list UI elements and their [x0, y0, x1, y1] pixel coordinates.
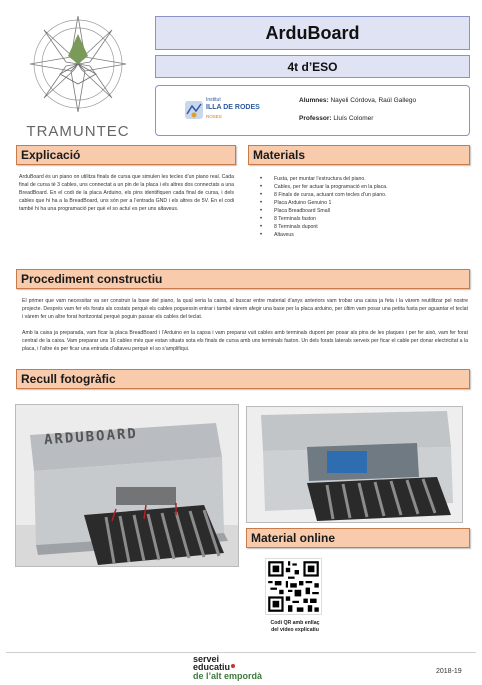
materials-list — [250, 175, 475, 239]
tramuntec-logo — [14, 12, 142, 140]
brand-line3: de l’alt empordà — [193, 671, 263, 681]
compass-star-icon — [14, 12, 142, 120]
teacher-row — [299, 115, 373, 122]
piano-inside-photo-image — [247, 407, 463, 523]
section-materials-title: Materials — [253, 148, 306, 162]
students-names: Nayeli Córdova, Raúl Gallego — [330, 97, 417, 104]
photo-arduboard-inside — [246, 406, 463, 523]
students-row — [299, 97, 416, 104]
brand-dot-icon — [231, 664, 235, 668]
explicacio-text: ArduBoard és un piano on utilitza finals de cursa que simulen les tecles d’un piano real. Cada final de cursa té 3 cables, uns connectat a un pin de la placa i els altres dos connectats a una BreadBoard. En el codi de la placa Arduino, els pins identifiquen cada final de cursa, i dels cables que hi ha a la BreadBoard, uns són per a l’entrada GND i els altres de 5V. En el codi també hi ha una programació per què el so actuï es per uns altaveus. — [19, 174, 234, 212]
qr-code-icon — [266, 559, 321, 614]
section-materials-header — [248, 145, 470, 165]
logo-text: TRAMUNTEC — [26, 123, 130, 140]
procediment-paragraph-2: Amb la caixa ja preparada, vam ficar la placa BreadBoard i l’Arduino en la capsa i vam preparar vuit cables amb terminals dupont per posar als pins de les plaques i per fer això, vam fer forat central de la caixa. Vam preparar uns 16 cables més que estan situats sota els finals de cursa amb uns terminals faston. Un dels forats laterals serveix per ficar el cable per donar electricitat a la placa, i l’altre és per ficar una entrada d’altaveu perquè el so s’amplifiqui. — [22, 330, 468, 352]
material-item: • Fusta, per muntar l’estructura del piano. — [260, 175, 475, 183]
poster-title — [155, 16, 470, 50]
school-line1: Institut — [206, 97, 221, 103]
qr-caption-line1: Codi QR amb enllaç — [270, 620, 320, 626]
footer-brand — [193, 655, 303, 681]
section-material-online-header — [246, 528, 470, 548]
teacher-label: Professor: — [299, 115, 332, 122]
brand-line2: educatiu — [193, 662, 231, 672]
section-explicacio-title: Explicació — [21, 148, 81, 162]
brand-line1: servei — [193, 654, 220, 664]
school-line3: ROSES — [206, 114, 222, 119]
teacher-name: Lluís Colomer — [333, 115, 374, 122]
section-material-online-title: Material online — [251, 531, 336, 545]
photo-box-label: ARDUBOARD — [43, 425, 139, 449]
school-emblem-icon — [184, 100, 204, 120]
material-item: • Cables, per fer actuar la programació en la placa. — [260, 183, 475, 191]
footer-year: 2018-19 — [436, 668, 462, 675]
material-item: • Placa Arduino Genuino 1 — [260, 199, 475, 207]
school-logo — [184, 96, 264, 126]
school-line2: ILLA DE RODES — [206, 104, 260, 111]
students-label: Alumnes: — [299, 97, 329, 104]
qr-code[interactable] — [265, 558, 322, 615]
procediment-paragraph-1: El primer que vam necessitar va ser construir la base del piano, la qual seria la caixa, al buscar entre material d’anys anteriors vam trobar una caixa ja feta i la vàrem reutilitzar pel nostre projecte. Després vam fer els forats als costats perquè els cables poguessin entrar i també vàrem afegir una base per la placa arduino, per últim vam posar una petita fusta per aguantar el teclat i vàrem fer un altre forat horitzontal perquè poguin passar els cables del teclat. — [22, 298, 468, 320]
section-recull-header — [16, 369, 470, 389]
section-procediment-title: Procediment constructiu — [21, 272, 163, 286]
poster-subtitle — [155, 55, 470, 78]
material-item: • 8 Terminals dupont — [260, 223, 475, 231]
subtitle-text: 4t d’ESO — [287, 59, 338, 74]
material-item: • 8 Finals de cursa, actuant com tecles d’un piano. — [260, 191, 475, 199]
section-recull-title: Recull fotogràfic — [21, 372, 116, 386]
qr-caption-line2: del vídeo explicatiu — [271, 627, 319, 633]
material-item: • 8 Terminals faston — [260, 215, 475, 223]
footer-divider — [6, 652, 476, 653]
title-text: ArduBoard — [265, 22, 360, 43]
material-item: • Placa Breadboard Small — [260, 207, 475, 215]
section-procediment-header — [16, 269, 470, 289]
material-item: • Altaveus — [260, 231, 475, 239]
section-explicacio-header — [16, 145, 236, 165]
qr-caption — [250, 620, 340, 634]
info-panel — [155, 85, 470, 136]
photo-arduboard-front — [15, 404, 239, 567]
